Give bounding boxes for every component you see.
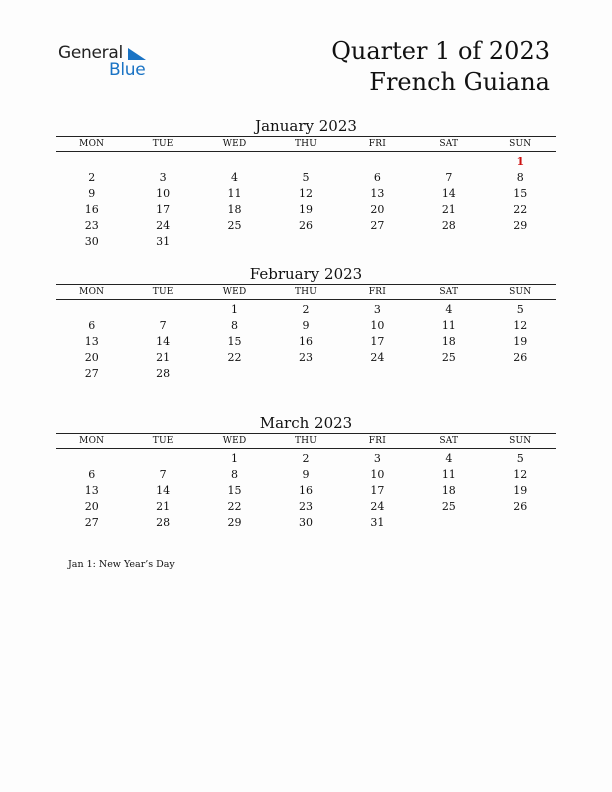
day-cell: 14 xyxy=(156,484,171,497)
day-cell: 3 xyxy=(373,303,381,316)
day-cell: 10 xyxy=(370,468,385,481)
empty-day-cell xyxy=(127,449,198,468)
day-cell: 18 xyxy=(227,203,242,216)
day-cell: 26 xyxy=(513,500,528,513)
empty-day-cell xyxy=(485,366,556,382)
empty-day-cell xyxy=(413,234,484,250)
week-row xyxy=(56,483,556,499)
day-cell: 10 xyxy=(156,187,171,200)
empty-day-cell xyxy=(56,300,127,319)
day-cell: 7 xyxy=(445,171,453,184)
month-title: March 2023 xyxy=(259,414,353,432)
day-cell: 27 xyxy=(84,367,99,380)
day-cell: 7 xyxy=(159,319,167,332)
day-cell: 16 xyxy=(298,484,313,497)
empty-day-cell xyxy=(270,152,341,171)
empty-day-cell xyxy=(413,515,484,531)
day-cell: 2 xyxy=(302,303,310,316)
day-cell: 8 xyxy=(231,319,239,332)
month-january xyxy=(56,116,556,250)
day-cell: 2 xyxy=(88,171,96,184)
day-cell: 29 xyxy=(227,516,242,529)
month-february xyxy=(56,264,556,382)
week-row xyxy=(56,170,556,186)
day-cell: 13 xyxy=(370,187,385,200)
day-cell: 14 xyxy=(441,187,456,200)
day-cell: 25 xyxy=(441,351,456,364)
weekday-header: THU xyxy=(270,137,341,152)
day-cell: 26 xyxy=(513,351,528,364)
day-cell: 30 xyxy=(298,516,313,529)
weekday-header: TUE xyxy=(127,285,198,300)
empty-day-cell xyxy=(199,366,270,382)
day-cell: 4 xyxy=(445,303,453,316)
holiday-note: Jan 1: New Year’s Day xyxy=(68,559,175,570)
weekday-header: THU xyxy=(270,434,341,449)
day-cell: 9 xyxy=(88,187,96,200)
day-cell: 25 xyxy=(441,500,456,513)
day-cell: 16 xyxy=(84,203,99,216)
day-cell: 6 xyxy=(88,319,96,332)
day-cell: 25 xyxy=(227,219,242,232)
day-cell: 13 xyxy=(84,335,99,348)
calendar-grid xyxy=(56,284,556,382)
day-cell: 31 xyxy=(156,235,171,248)
day-cell: 31 xyxy=(370,516,385,529)
day-cell: 21 xyxy=(156,500,171,513)
weekday-header: MON xyxy=(56,434,127,449)
calendar-grid xyxy=(56,433,556,531)
day-cell: 28 xyxy=(156,516,171,529)
weekday-header: MON xyxy=(56,137,127,152)
weekday-header: FRI xyxy=(342,285,413,300)
week-row xyxy=(56,218,556,234)
day-cell: 20 xyxy=(370,203,385,216)
day-cell: 6 xyxy=(373,171,381,184)
logo-blue-text: Blue xyxy=(109,60,146,80)
day-cell: 17 xyxy=(370,484,385,497)
day-cell: 21 xyxy=(441,203,456,216)
day-cell: 17 xyxy=(156,203,171,216)
day-cell: 23 xyxy=(84,219,99,232)
day-cell: 19 xyxy=(513,335,528,348)
day-cell: 19 xyxy=(298,203,313,216)
logo xyxy=(58,43,168,83)
weekday-header-row xyxy=(56,434,556,449)
empty-day-cell xyxy=(485,515,556,531)
day-cell: 29 xyxy=(513,219,528,232)
day-cell: 5 xyxy=(516,303,524,316)
empty-day-cell xyxy=(199,234,270,250)
empty-day-cell xyxy=(342,366,413,382)
week-row xyxy=(56,334,556,350)
day-cell: 7 xyxy=(159,468,167,481)
week-row xyxy=(56,186,556,202)
empty-day-cell xyxy=(270,366,341,382)
day-cell: 24 xyxy=(370,351,385,364)
day-cell: 11 xyxy=(441,468,456,481)
day-cell: 24 xyxy=(370,500,385,513)
page-title xyxy=(331,36,550,98)
day-cell: 16 xyxy=(298,335,313,348)
weekday-header: THU xyxy=(270,285,341,300)
week-row xyxy=(56,318,556,334)
empty-day-cell xyxy=(413,152,484,171)
day-cell: 27 xyxy=(370,219,385,232)
day-cell: 8 xyxy=(516,171,524,184)
empty-day-cell xyxy=(485,234,556,250)
week-row xyxy=(56,234,556,250)
day-cell: 15 xyxy=(513,187,528,200)
weekday-header: SUN xyxy=(485,285,556,300)
day-cell: 1 xyxy=(231,303,239,316)
empty-day-cell xyxy=(127,300,198,319)
holiday-day-cell: 1 xyxy=(516,155,525,168)
weekday-header-row xyxy=(56,137,556,152)
holiday-notes xyxy=(68,559,175,570)
day-cell: 3 xyxy=(159,171,167,184)
day-cell: 5 xyxy=(516,452,524,465)
empty-day-cell xyxy=(199,152,270,171)
day-cell: 20 xyxy=(84,351,99,364)
empty-day-cell xyxy=(413,366,484,382)
month-title: January 2023 xyxy=(255,117,357,135)
weekday-header-row xyxy=(56,285,556,300)
weekday-header: TUE xyxy=(127,137,198,152)
logo-general-text: General xyxy=(58,43,123,63)
weekday-header: WED xyxy=(199,137,270,152)
weekday-header: WED xyxy=(199,434,270,449)
day-cell: 5 xyxy=(302,171,310,184)
week-row xyxy=(56,350,556,366)
day-cell: 30 xyxy=(84,235,99,248)
day-cell: 4 xyxy=(231,171,239,184)
empty-day-cell xyxy=(342,152,413,171)
day-cell: 18 xyxy=(441,335,456,348)
day-cell: 21 xyxy=(156,351,171,364)
weekday-header: SAT xyxy=(413,434,484,449)
week-row xyxy=(56,499,556,515)
day-cell: 15 xyxy=(227,484,242,497)
day-cell: 19 xyxy=(513,484,528,497)
empty-day-cell xyxy=(342,234,413,250)
day-cell: 27 xyxy=(84,516,99,529)
week-row xyxy=(56,366,556,382)
week-row xyxy=(56,300,556,319)
day-cell: 11 xyxy=(227,187,242,200)
day-cell: 12 xyxy=(298,187,313,200)
day-cell: 3 xyxy=(373,452,381,465)
day-cell: 10 xyxy=(370,319,385,332)
day-cell: 22 xyxy=(513,203,528,216)
day-cell: 1 xyxy=(231,452,239,465)
weekday-header: MON xyxy=(56,285,127,300)
day-cell: 28 xyxy=(441,219,456,232)
weekday-header: FRI xyxy=(342,434,413,449)
day-cell: 22 xyxy=(227,500,242,513)
weekday-header: TUE xyxy=(127,434,198,449)
empty-day-cell xyxy=(56,449,127,468)
week-row xyxy=(56,515,556,531)
month-march xyxy=(56,413,556,531)
day-cell: 12 xyxy=(513,468,528,481)
region-title: French Guiana xyxy=(369,68,550,96)
day-cell: 2 xyxy=(302,452,310,465)
empty-day-cell xyxy=(127,152,198,171)
calendar-grid xyxy=(56,136,556,250)
day-cell: 11 xyxy=(441,319,456,332)
day-cell: 20 xyxy=(84,500,99,513)
weekday-header: SUN xyxy=(485,137,556,152)
day-cell: 9 xyxy=(302,468,310,481)
weekday-header: SAT xyxy=(413,137,484,152)
weekday-header: SAT xyxy=(413,285,484,300)
weekday-header: WED xyxy=(199,285,270,300)
day-cell: 15 xyxy=(227,335,242,348)
day-cell: 23 xyxy=(298,351,313,364)
day-cell: 4 xyxy=(445,452,453,465)
day-cell: 12 xyxy=(513,319,528,332)
week-row xyxy=(56,467,556,483)
empty-day-cell xyxy=(56,152,127,171)
month-title: February 2023 xyxy=(249,265,363,283)
day-cell: 23 xyxy=(298,500,313,513)
day-cell: 24 xyxy=(156,219,171,232)
empty-day-cell xyxy=(270,234,341,250)
day-cell: 13 xyxy=(84,484,99,497)
day-cell: 14 xyxy=(156,335,171,348)
week-row xyxy=(56,449,556,468)
day-cell: 6 xyxy=(88,468,96,481)
weekday-header: FRI xyxy=(342,137,413,152)
weekday-header: SUN xyxy=(485,434,556,449)
day-cell: 18 xyxy=(441,484,456,497)
quarter-title: Quarter 1 of 2023 xyxy=(331,37,550,65)
day-cell: 26 xyxy=(298,219,313,232)
day-cell: 28 xyxy=(156,367,171,380)
day-cell: 9 xyxy=(302,319,310,332)
day-cell: 8 xyxy=(231,468,239,481)
day-cell: 22 xyxy=(227,351,242,364)
day-cell: 17 xyxy=(370,335,385,348)
week-row xyxy=(56,202,556,218)
week-row xyxy=(56,152,556,171)
